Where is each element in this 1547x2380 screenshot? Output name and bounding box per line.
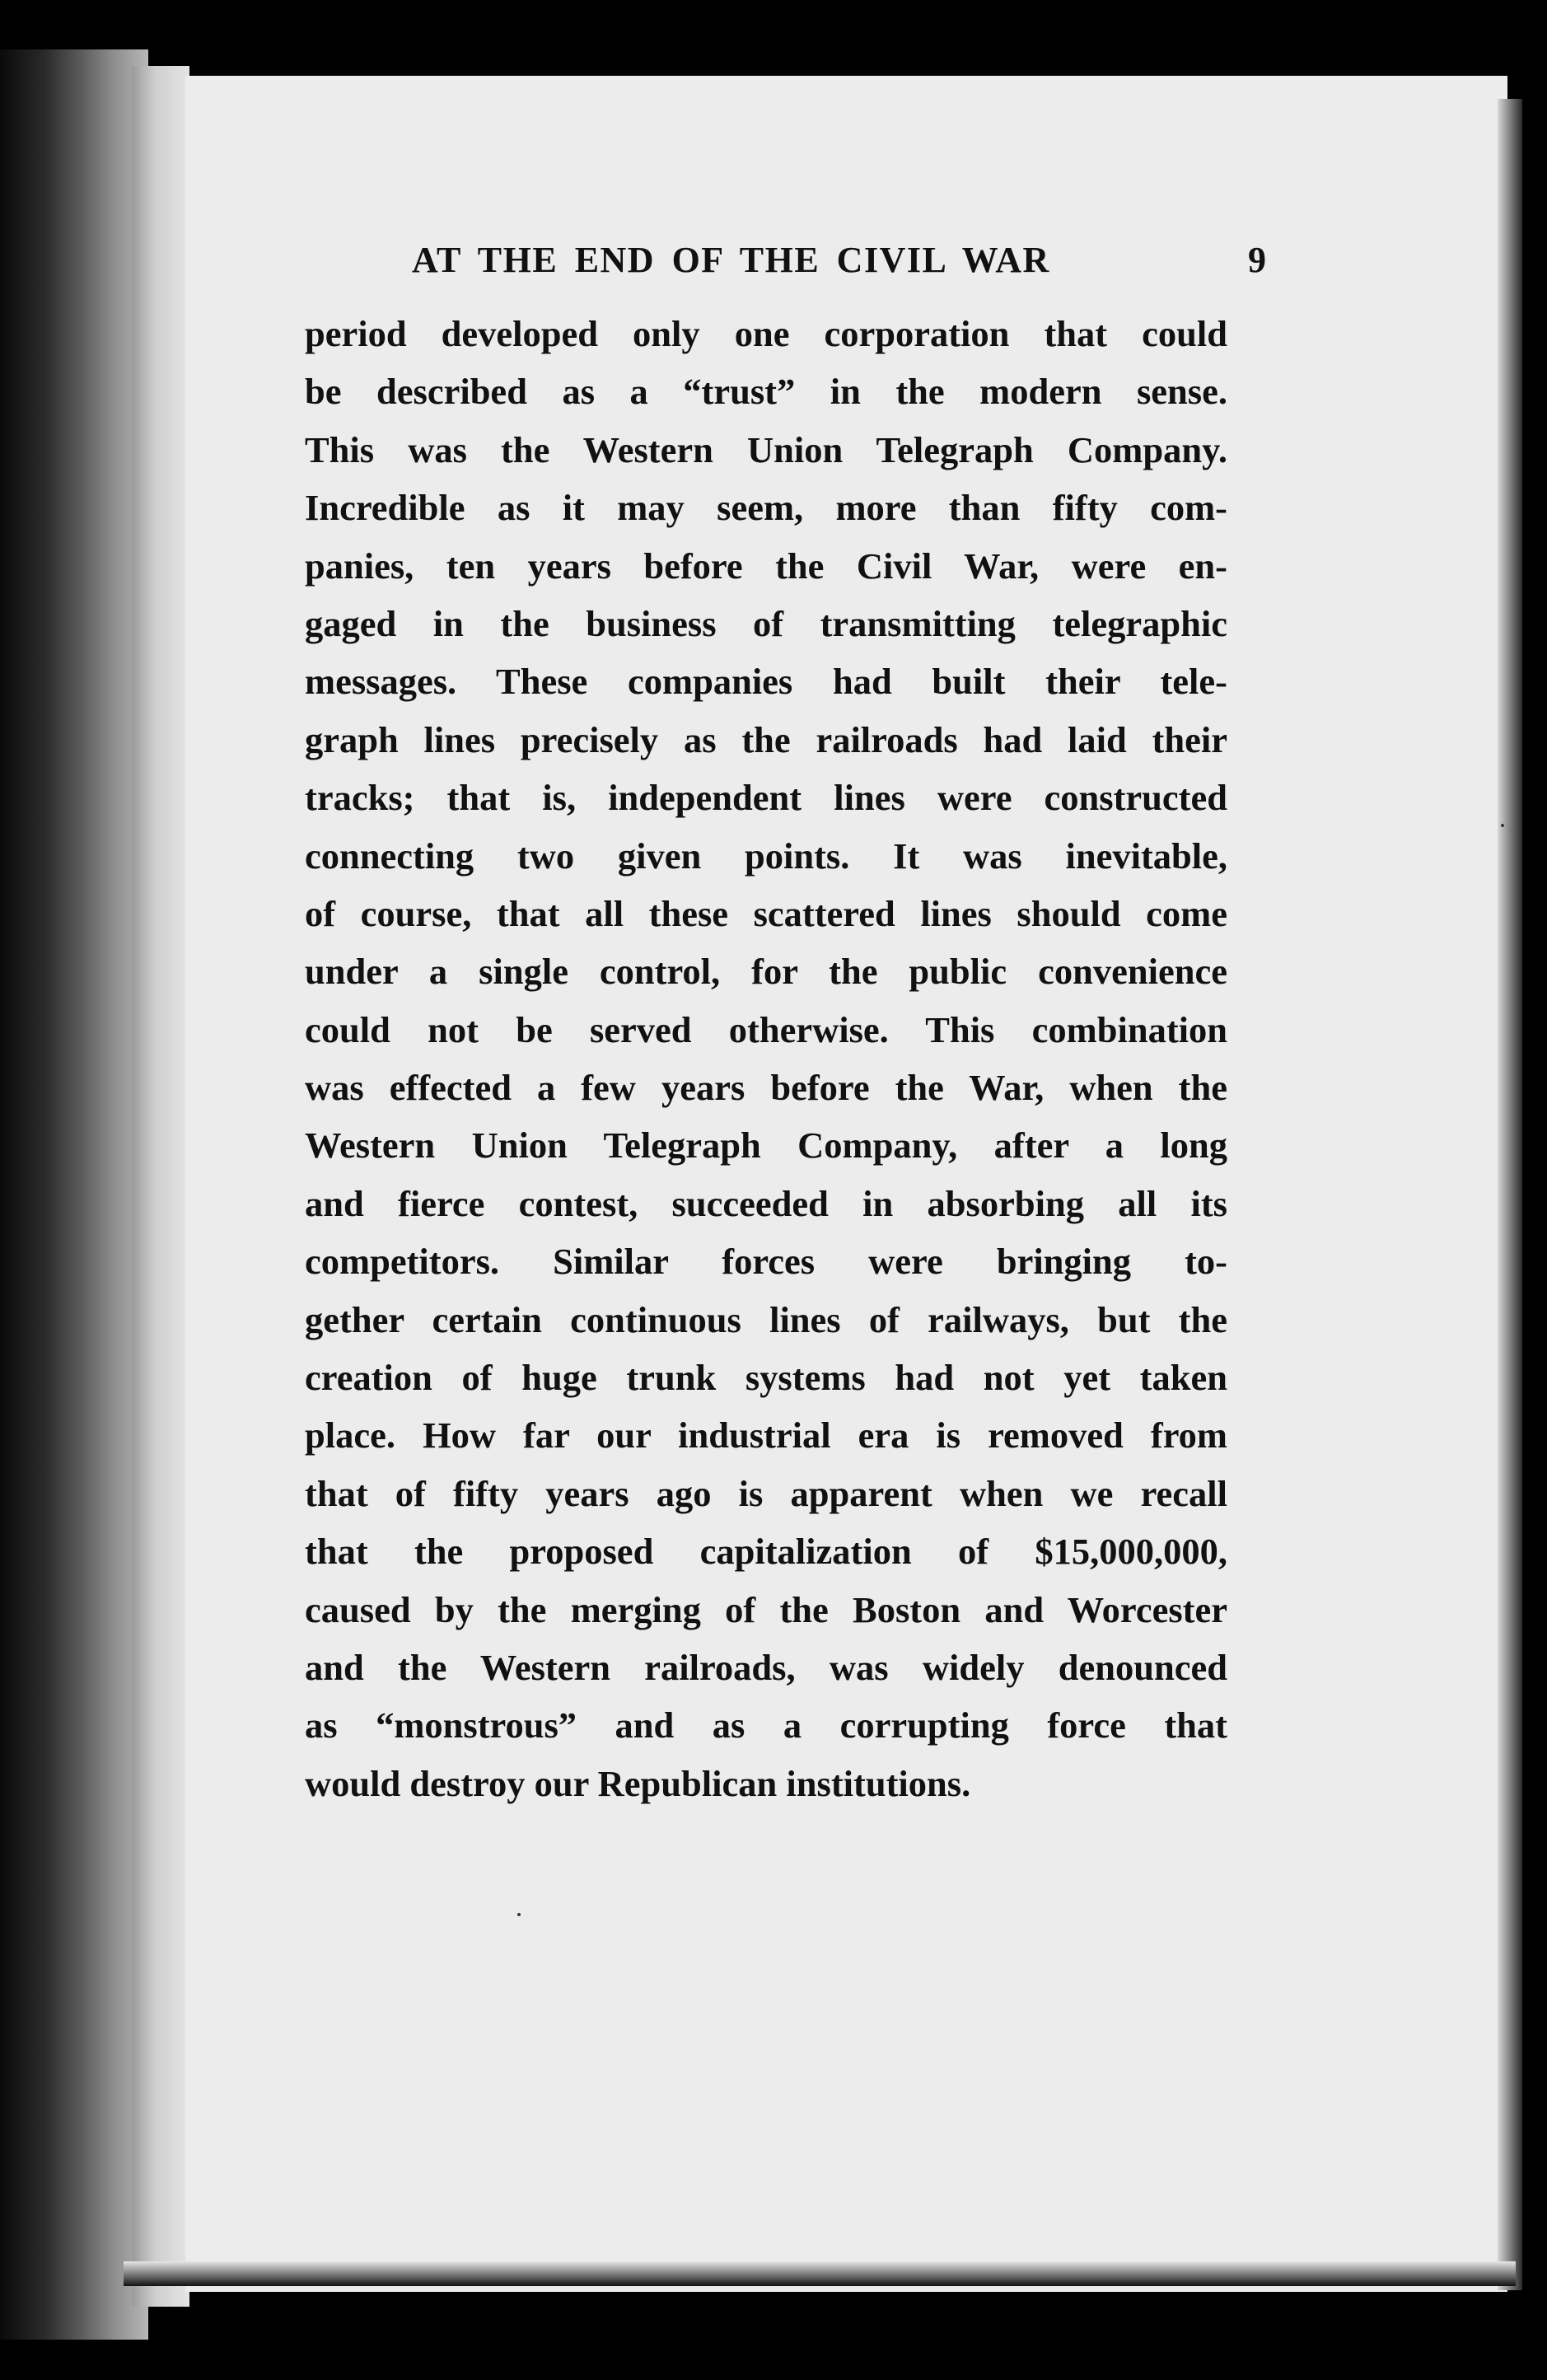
book-gutter xyxy=(132,66,189,2307)
text-line: as “monstrous” and as a corrupting force that xyxy=(305,1704,1227,1746)
text-line: that of fifty years ago is apparent when we recall xyxy=(305,1472,1227,1514)
text-line: would destroy our Republican institutions. xyxy=(305,1762,971,1804)
text-line: creation of huge trunk systems had not yet taken xyxy=(305,1357,1227,1399)
bottom-page-edge xyxy=(124,2261,1516,2286)
running-head xyxy=(412,239,1499,288)
text-line: place. How far our industrial era is removed from xyxy=(305,1414,1227,1457)
page-number: 9 xyxy=(1248,240,1266,280)
text-line: and the Western railroads, was widely denounced xyxy=(305,1646,1227,1688)
left-page-edge xyxy=(0,49,148,2340)
body-text xyxy=(305,305,1227,1812)
right-page-edge xyxy=(1498,99,1522,2290)
paper-speck xyxy=(517,1913,521,1916)
text-line: messages. These companies had built their tele- xyxy=(305,661,1227,703)
text-line: tracks; that is, independent lines were constructed xyxy=(305,777,1227,819)
text-line: caused by the merging of the Boston and Worcester xyxy=(305,1588,1227,1630)
text-line: gaged in the business of transmitting telegraphic xyxy=(305,602,1227,644)
text-line: period developed only one corporation that could xyxy=(305,313,1227,354)
text-line: connecting two given points. It was inevitable, xyxy=(305,835,1227,877)
text-line: was effected a few years before the War, when the xyxy=(305,1067,1227,1109)
text-line: This was the Western Union Telegraph Company. xyxy=(305,428,1227,470)
text-line: could not be served otherwise. This combination xyxy=(305,1008,1227,1050)
text-line: competitors. Similar forces were bringing to- xyxy=(305,1241,1227,1283)
text-line: be described as a “trust” in the modern sense. xyxy=(305,371,1227,413)
text-line: and fierce contest, succeeded in absorbing all its xyxy=(305,1182,1227,1224)
text-line: that the proposed capitalization of $15,000,000, xyxy=(305,1531,1227,1573)
text-line: Incredible as it may seem, more than fifty com- xyxy=(305,487,1227,529)
text-line: graph lines precisely as the railroads had laid their xyxy=(305,718,1227,760)
paper-speck xyxy=(1501,824,1504,827)
text-line: Western Union Telegraph Company, after a long xyxy=(305,1125,1227,1167)
running-head-title: AT THE END OF THE CIVIL WAR xyxy=(412,240,1050,280)
text-line: gether certain continuous lines of railways, but the xyxy=(305,1298,1227,1340)
text-line: under a single control, for the public convenience xyxy=(305,951,1227,993)
text-line: of course, that all these scattered lines should come xyxy=(305,892,1227,934)
text-line: panies, ten years before the Civil War, were en- xyxy=(305,545,1227,587)
